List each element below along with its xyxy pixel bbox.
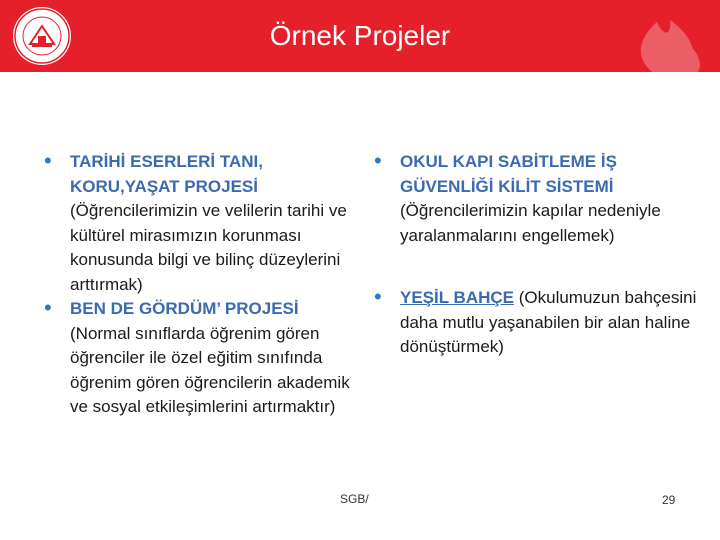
project-title: YEŞİL BAHÇE bbox=[400, 288, 514, 307]
list-item bbox=[44, 297, 362, 420]
project-description: (Normal sınıflarda öğrenim gören öğrenciler ile özel eğitim sınıfında öğrenim gören öğrencilerin akademik ve sosyal etkileşimlerini artırmaktır) bbox=[70, 323, 350, 416]
bullet-icon: • bbox=[374, 148, 382, 173]
page-title: Örnek Projeler bbox=[269, 20, 451, 51]
project-title: BEN DE GÖRDÜM’ PROJESİ bbox=[70, 299, 299, 318]
list-item bbox=[374, 150, 704, 248]
project-title: OKUL KAPI SABİTLEME İŞ GÜVENLİĞİ KİLİT SİSTEMİ bbox=[400, 152, 617, 196]
project-description: (Öğrencilerimizin kapılar nedeniyle yaralanmalarını engellemek) bbox=[400, 201, 661, 245]
page-number: 29 bbox=[662, 493, 676, 507]
list-item bbox=[374, 286, 704, 360]
project-description: (Öğrencilerimizin ve velilerin tarihi ve kültürel mirasımızın korunması konusunda bilgi ve bilinç düzeylerini arttırmak) bbox=[70, 201, 347, 294]
list-item bbox=[44, 150, 362, 297]
bullet-icon: • bbox=[44, 148, 52, 173]
project-description: (Okulumuzun bahçesini daha mutlu yaşanabilen bir alan haline dönüştürmek) bbox=[400, 288, 697, 356]
bullet-icon: • bbox=[44, 295, 52, 320]
footer-source: SGB/ bbox=[340, 492, 369, 506]
project-title: TARİHİ ESERLERİ TANI, KORU,YAŞAT PROJESİ bbox=[70, 152, 263, 196]
left-project-list bbox=[44, 150, 362, 434]
slide-header bbox=[0, 0, 720, 72]
right-project-list bbox=[374, 150, 704, 374]
bullet-icon: • bbox=[374, 284, 382, 309]
